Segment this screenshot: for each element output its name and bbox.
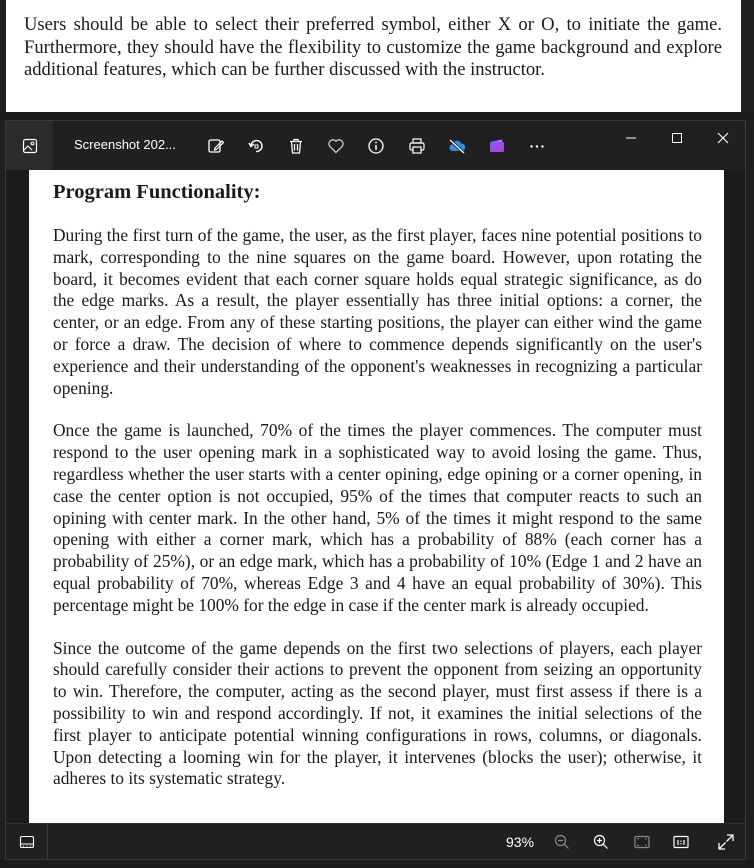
minimize-button[interactable] — [613, 127, 649, 149]
app-icon-button[interactable] — [6, 121, 53, 170]
section-heading: Program Functionality: — [53, 181, 261, 203]
paragraph-game-launch: Once the game is launched, 70% of the times the player commences. The computer must respond to the user opening mark in a sophisticated way to avoid losing the game. Thus, regardless whether the user starts with a center opining, edge opining or a corner opening, in case the center option is not occupied, 95% of the times that computer reacts to such an opining with center mark. In the other hand, 5% of the times it might respond to the same opening with either a corner mark, which has a probability of 88% (each corner has a probability of 25%), or an edge mark, which has a probability of 10% (Edge 1 and 2 have an equal probability of 70%, whereas Edge 3 and 4 have an equal probability of 30%). This percentage might be 100% for the edge in case if the center mark is already occupied. — [53, 420, 702, 615]
more-icon[interactable] — [526, 135, 548, 157]
maximize-icon — [671, 132, 683, 144]
background-gap — [0, 112, 754, 120]
clipchamp-icon[interactable] — [486, 135, 508, 157]
fit-to-window-icon[interactable] — [631, 832, 653, 852]
photos-app-icon — [22, 138, 38, 154]
photos-app-window — [5, 120, 746, 860]
filmstrip-icon — [19, 835, 35, 849]
full-screen-icon[interactable] — [715, 832, 737, 852]
onedrive-icon[interactable] — [446, 135, 468, 157]
rotate-icon[interactable] — [245, 135, 267, 157]
title-bar — [6, 121, 745, 170]
maximize-button[interactable] — [659, 127, 695, 149]
window-title: Screenshot 202... — [74, 137, 176, 152]
background-document-text: Users should be able to select their preferred symbol, either X or O, to initiate the game. Furthermore, they should have the flexibility to customize the game background and explore additional features, which can be further discussed with the instructor. — [6, 0, 741, 112]
delete-icon[interactable] — [285, 135, 307, 157]
actual-size-icon[interactable] — [670, 832, 692, 852]
edit-icon[interactable] — [205, 135, 227, 157]
paragraph-outcome: Since the outcome of the game depends on the first two selections of players, each player should carefully consider their actions to prevent the opponent from seizing an opportunity to win. Therefore, the computer, acting as the second player, must first assess if there is a possibility to win and respond accordingly. If not, it examines the initial selections of the first player to anticipate potential winning configurations in rows, columns, or diagonals. Upon detecting a looming win for the player, it intervenes (blocks the user); otherwise, it adheres to its systematic strategy. — [53, 637, 702, 789]
minimize-icon — [625, 132, 637, 144]
paragraph-first-turn: During the first turn of the game, the user, as the first player, faces nine potential positions to mark, corresponding to the nine squares on the game board. However, upon rotating the board, it becomes evident that each corner square holds equal strategic significance, as do the edge marks. As a result, the player essentially has three initial options: a corner, the center, or an edge. From any of these starting positions, the player can either wind the game or force a draw. The decision of where to commence depends significantly on the user's experience and their understanding of the opponent's weaknesses in recognizing a particular opening. — [53, 225, 702, 398]
zoom-in-icon[interactable] — [590, 832, 612, 852]
zoom-level[interactable]: 93% — [506, 834, 535, 850]
info-icon[interactable] — [365, 135, 387, 157]
document-page — [29, 170, 724, 825]
print-icon[interactable] — [406, 135, 428, 157]
close-icon — [717, 132, 729, 144]
zoom-out-icon[interactable] — [551, 832, 573, 852]
close-button[interactable] — [705, 127, 741, 149]
favorite-icon[interactable] — [325, 135, 347, 157]
status-bar — [6, 823, 745, 859]
background-bottom — [0, 860, 754, 868]
filmstrip-button[interactable] — [6, 824, 48, 860]
image-viewer[interactable] — [6, 170, 745, 825]
